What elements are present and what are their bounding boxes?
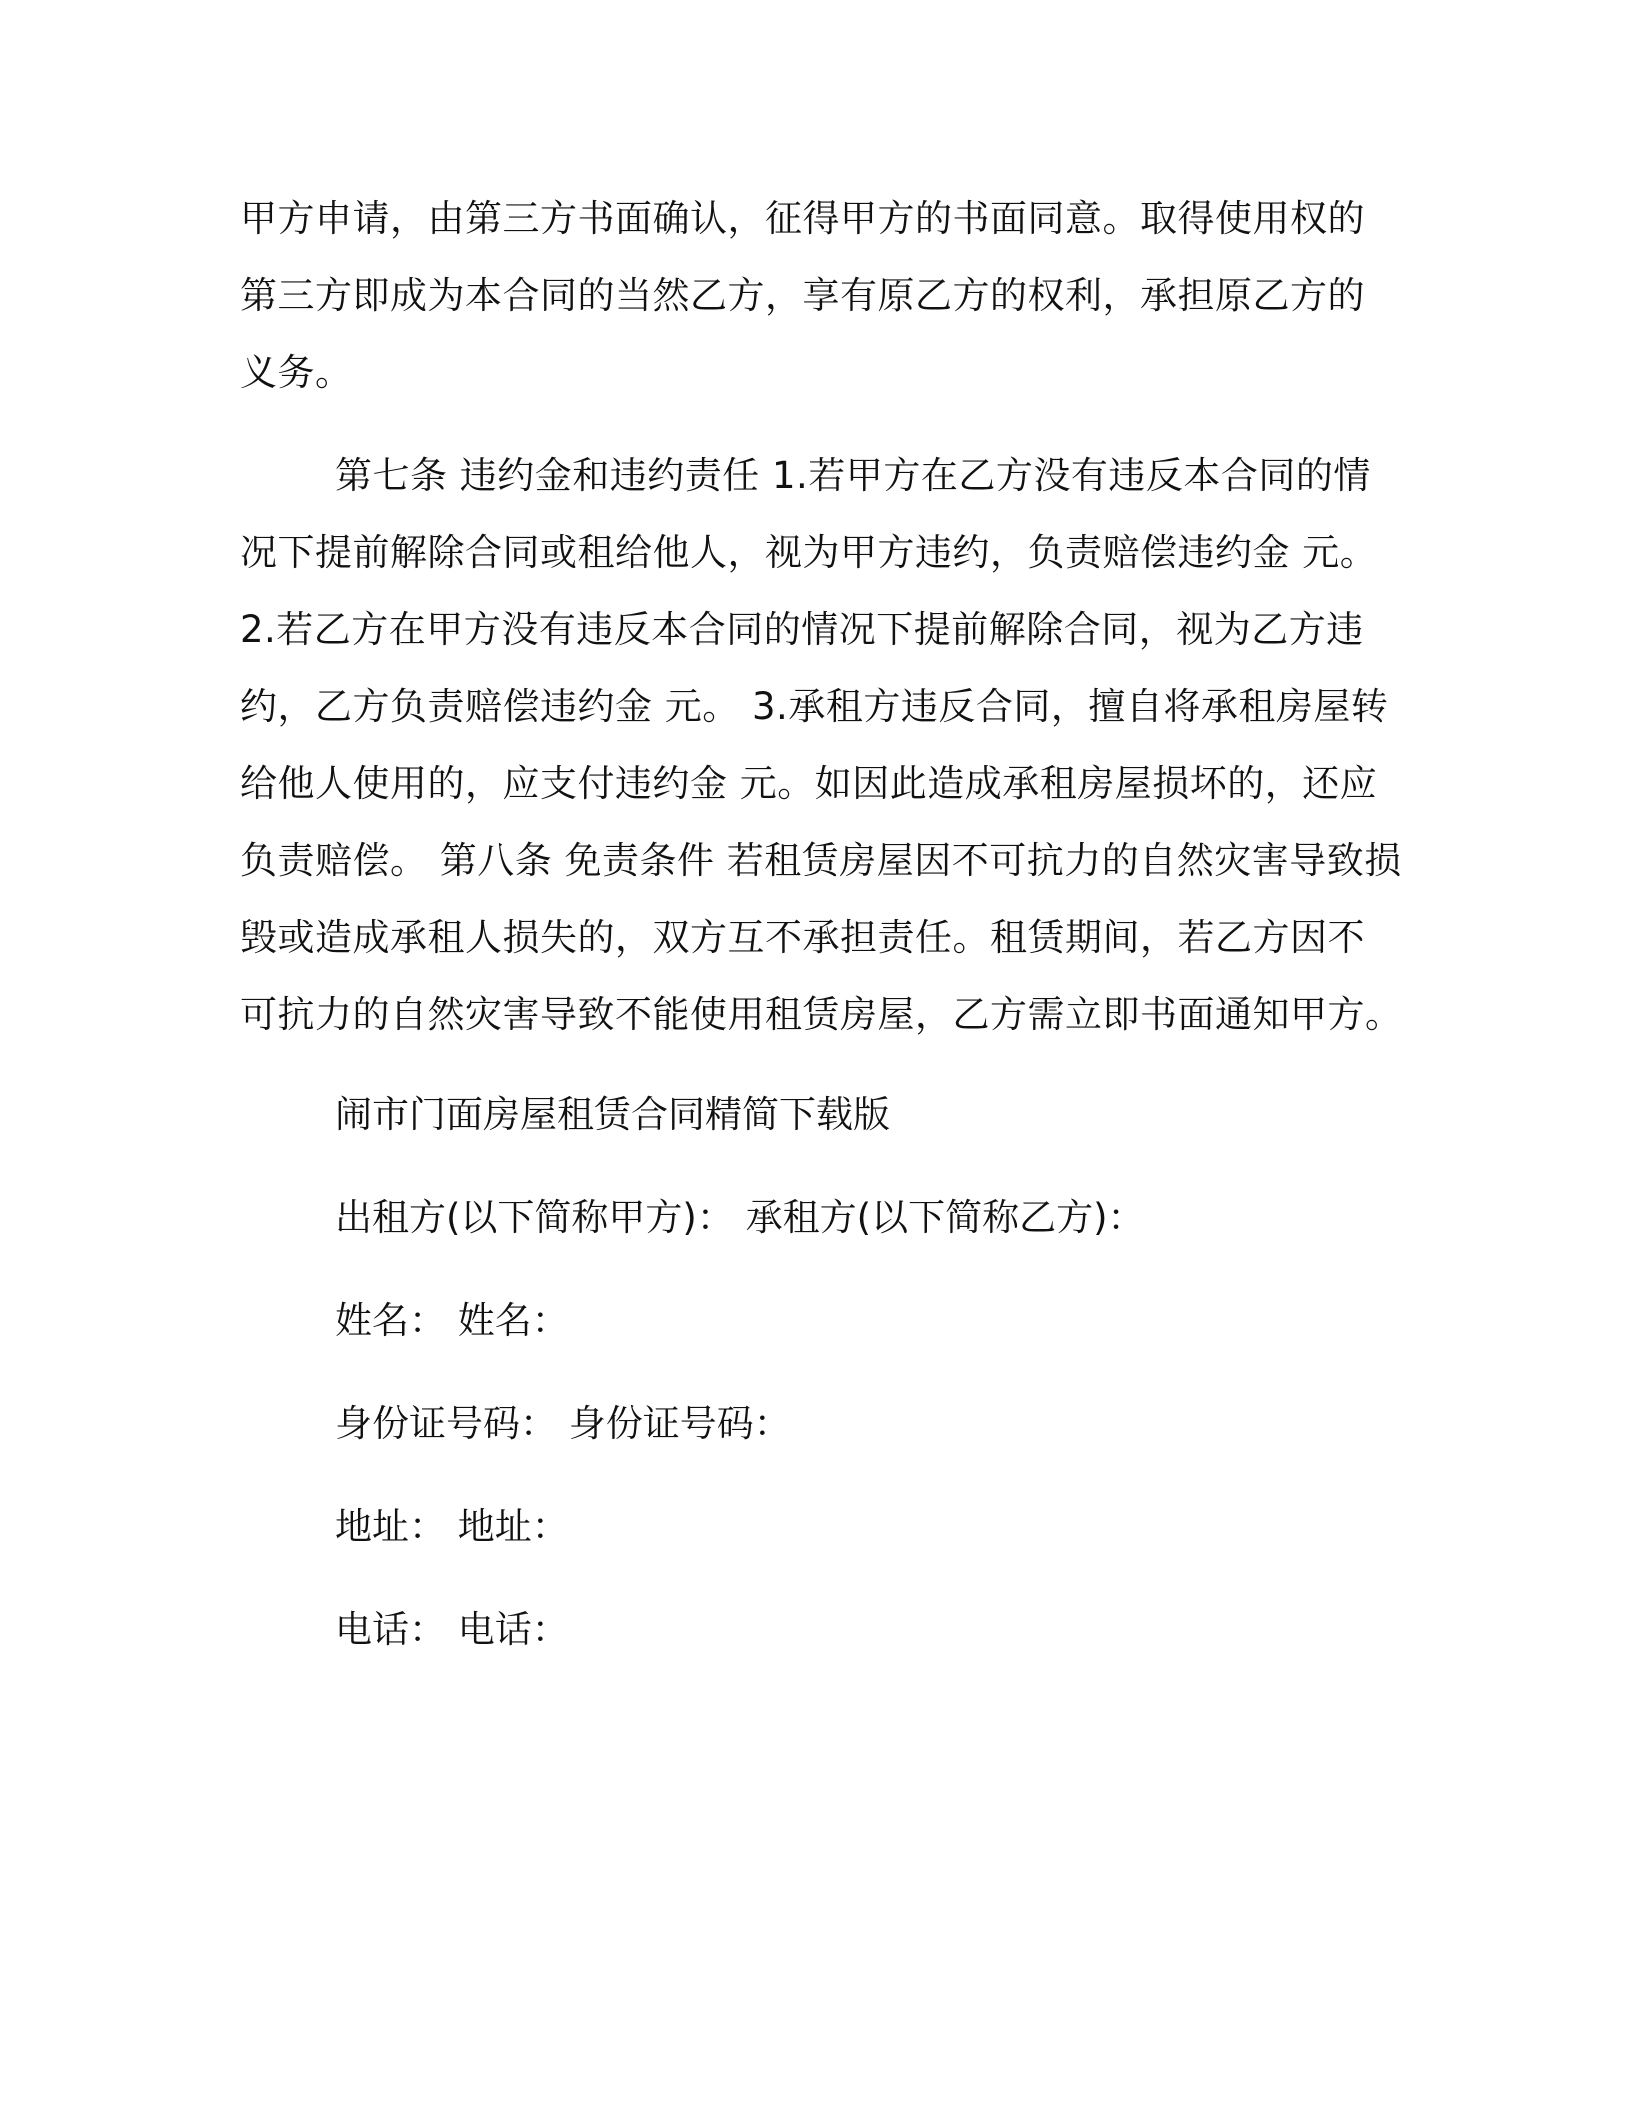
text-line: 给他人使用的，应支付违约金 元。如因此造成承租房屋损坏的，还应 (240, 762, 1378, 805)
text-line: 毁或造成承租人损失的，双方互不承担责任。租赁期间，若乙方因不 (240, 916, 1365, 959)
paragraph-continuation (240, 180, 1400, 411)
text-line: 义务。 (240, 351, 353, 394)
text-line: 可抗力的自然灾害导致不能使用租赁房屋，乙方需立即书面通知甲方。 (240, 993, 1403, 1036)
id-number-field: 身份证号码： 身份证号码： (335, 1402, 791, 1445)
paragraph-text (240, 180, 1400, 411)
name-field: 姓名： 姓名： (335, 1299, 569, 1342)
paragraph-text (240, 437, 1403, 1053)
parties-field: 出租方(以下简称甲方)： 承租方(以下简称乙方)： (335, 1196, 1145, 1239)
text-line: 第七条 违约金和违约责任 1.若甲方在乙方没有违反本合同的情 (335, 454, 1371, 497)
address-field: 地址： 地址： (335, 1505, 569, 1548)
text-line: 况下提前解除合同或租给他人，视为甲方违约，负责赔偿违约金 元。 (240, 531, 1378, 574)
phone-field: 电话： 电话： (335, 1608, 569, 1651)
text-line: 第三方即成为本合同的当然乙方，享有原乙方的权利，承担原乙方的 (240, 274, 1365, 317)
paragraph-article-7-8 (240, 437, 1403, 1053)
text-line: 负责赔偿。 第八条 免责条件 若租赁房屋因不可抗力的自然灾害导致损 (240, 839, 1402, 882)
text-line: 约，乙方负责赔偿违约金 元。 3.承租方违反合同，擅自将承租房屋转 (240, 685, 1389, 728)
contract-title: 闹市门面房屋租赁合同精简下载版 (335, 1093, 890, 1136)
text-line: 甲方申请，由第三方书面确认，征得甲方的书面同意。取得使用权的 (240, 197, 1365, 240)
text-line: 2.若乙方在甲方没有违反本合同的情况下提前解除合同，视为乙方违 (240, 608, 1364, 651)
